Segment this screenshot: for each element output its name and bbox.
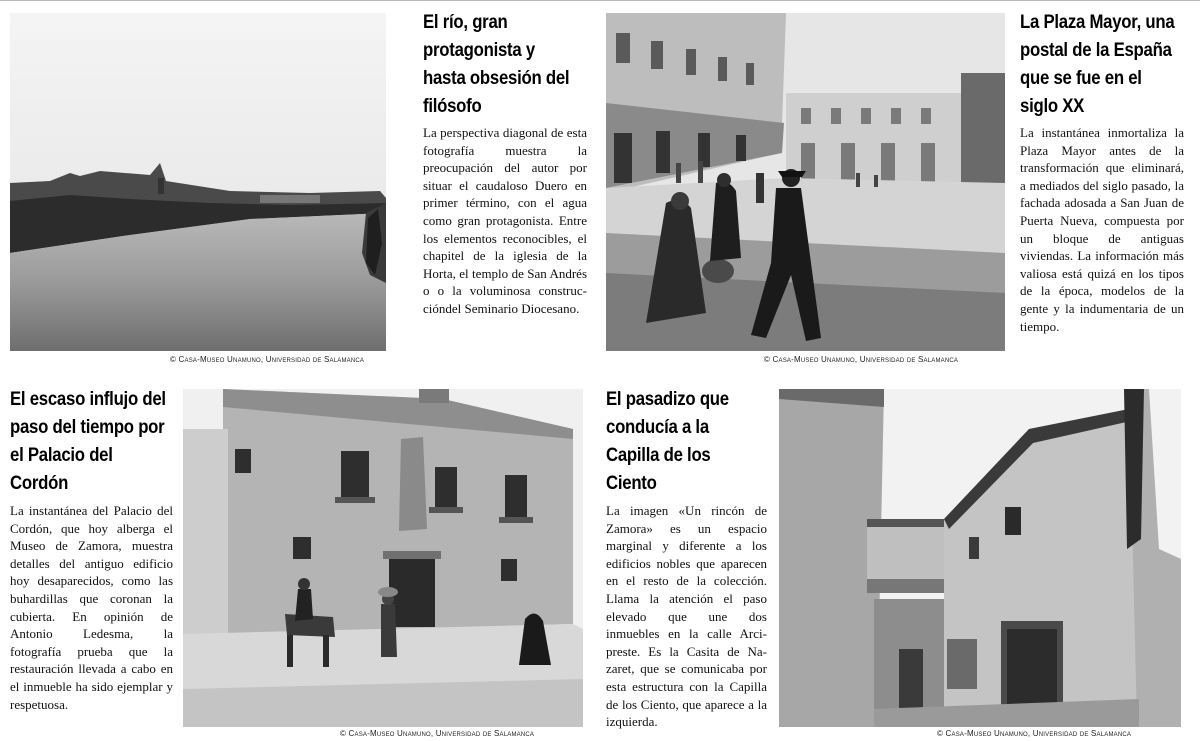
article-body: La imagen «Un rincón de Zamora» es un espacio marginal y diferente a los edificios nobles que aparecen en el resto de la colección. Llama la atención el paso elevado que une dos inmuebles en la calle Arcipreste. Es la Casita de Nazaret, que se comunicaba por esta estructura con la Capilla de los Ciento, que aparece a la izquierda. [606,503,767,730]
photo-river-duero [10,13,386,351]
photo-palacio-del-cordon [183,389,583,727]
article-headline: La Plaza Mayor, una postal de la España que se fue en el siglo XX [1020,11,1175,117]
article-body: La instantánea inmortaliza la Plaza Mayor antes de la transformación que eliminará, a mediados del siglo pasado, la fachada adosada a San Juan de Puerta Nueva, compuesta por un bloque de antiguas viviendas. La información más valiosa está quizá en los tipos de la época, modelos de la gente y la indumentaria de un tiempo. [1020,125,1184,334]
article-headline: El pasadizo que conducía a la Capilla de los Ciento [606,388,729,494]
photo-pasadizo-calle-arcipreste [779,389,1181,727]
article-body: La instantánea del Palacio del Cordón, que hoy alberga el Museo de Zamora, muestra detalles del antiguo edificio hoy desaparecidos, como las buhardillas que coronan la cubierta. En opinión de Antonio Ledesma, la fotografía prueba que la restauración llevada a cabo en el inmueble ha sido ejemplar y respetuosa. [10,503,173,712]
photo-plaza-mayor [606,13,1005,351]
article-body: La perspectiva diagonal de esta fotografía muestra la preocupación del autor por situar el caudaloso Duero en primer término, con el agua como gran protagonista. Entre los elementos reconocibles, el chapitel de la iglesia de la Horta, el templo de San Andrés o o la voluminosa construccióndel Seminario Diocesano. [423,125,587,316]
photo-credit: © Casa-Museo Unamuno, Universidad de Salamanca [764,355,959,364]
photo-credit: © Casa-Museo Unamuno, Universidad de Salamanca [340,729,535,738]
photo-credit: © Casa-Museo Unamuno, Universidad de Salamanca [937,729,1132,738]
top-rule [0,0,1200,1]
photo-credit: © Casa-Museo Unamuno, Universidad de Salamanca [170,355,365,364]
article-headline: El río, gran protagonista y hasta obsesión del filósofo [423,11,570,117]
article-headline: El escaso influjo del paso del tiempo por el Palacio del Cordón [10,388,166,494]
